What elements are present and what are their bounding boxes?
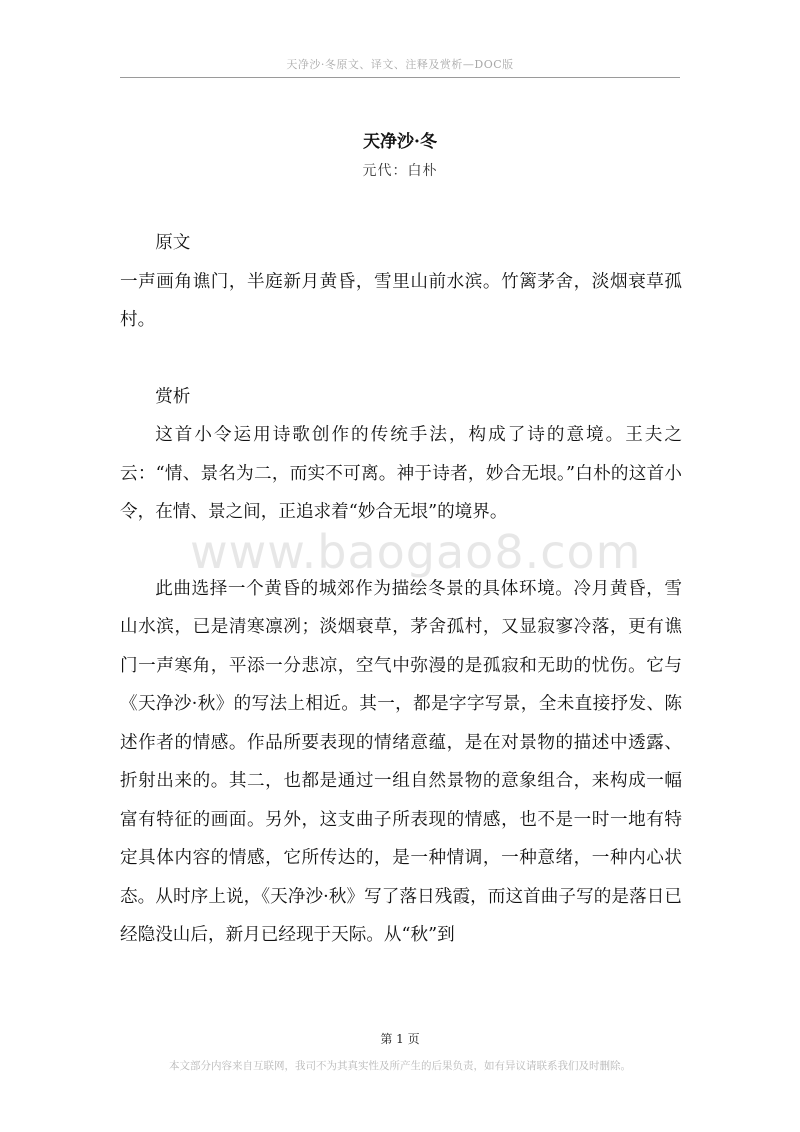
- author-line: 元代：白朴: [362, 163, 438, 179]
- section-heading-original: 原文: [155, 233, 191, 253]
- appreciation-paragraph: 此曲选择一个黄昏的城郊作为描绘冬景的具体环境。冷月黄昏，雪山水滨，已是清寒凛冽；淡烟衰草，茅舍孤村，又显寂寥冷落，更有谯门一声寒角，平添一分悲凉，空气中弥漫的是孤寂和无助的忧伤。它与《天净沙·秋》的写法上相近。其一，都是字字写景，全未直接抒发、陈述作者的情感。作品所要表现的情绪意蕴，是在对景物的描述中透露、折射出来的。其二，也都是通过一组自然景物的意象组合，来构成一幅富有特征的画面。另外，这支曲子所表现的情感，也不是一时一地有特定具体内容的情感，它所传达的，是一种情调，一种意绪，一种内心状态。从时序上说，《天净沙·秋》写了落日残霞，而这首曲子写的是落日已经隐没山后，新月已经现于天际。从“秋”到: [120, 578, 682, 945]
- appreciation-paragraph: 这首小令运用诗歌创作的传统手法，构成了诗的意境。王夫之云：“情、景名为二，而实不可离。神于诗者，妙合无垠。”白朴的这首小令，在情、景之间，正追求着“妙合无垠”的境界。: [120, 425, 682, 522]
- section-heading-appreciation: 赏析: [155, 386, 191, 407]
- page-title: 天净沙·冬: [363, 132, 437, 152]
- spacer: [120, 340, 682, 378]
- running-header: 天净沙·冬原文、译文、注释及赏析—DOC版: [286, 58, 514, 71]
- original-poem-text: 一声画角谯门，半庭新月黄昏，雪里山前水滨。竹篱茅舍，淡烟衰草孤村。: [120, 271, 682, 330]
- header-divider: [120, 77, 680, 78]
- watermark: www.baogao8.com: [190, 525, 642, 579]
- page-number: 第 1 页: [380, 1032, 420, 1046]
- document-body: [120, 224, 682, 955]
- footer-disclaimer: 本文部分内容来自互联网，我司不为其真实性及所产生的后果负责，如有异议请联系我们及时删除。: [169, 1060, 631, 1072]
